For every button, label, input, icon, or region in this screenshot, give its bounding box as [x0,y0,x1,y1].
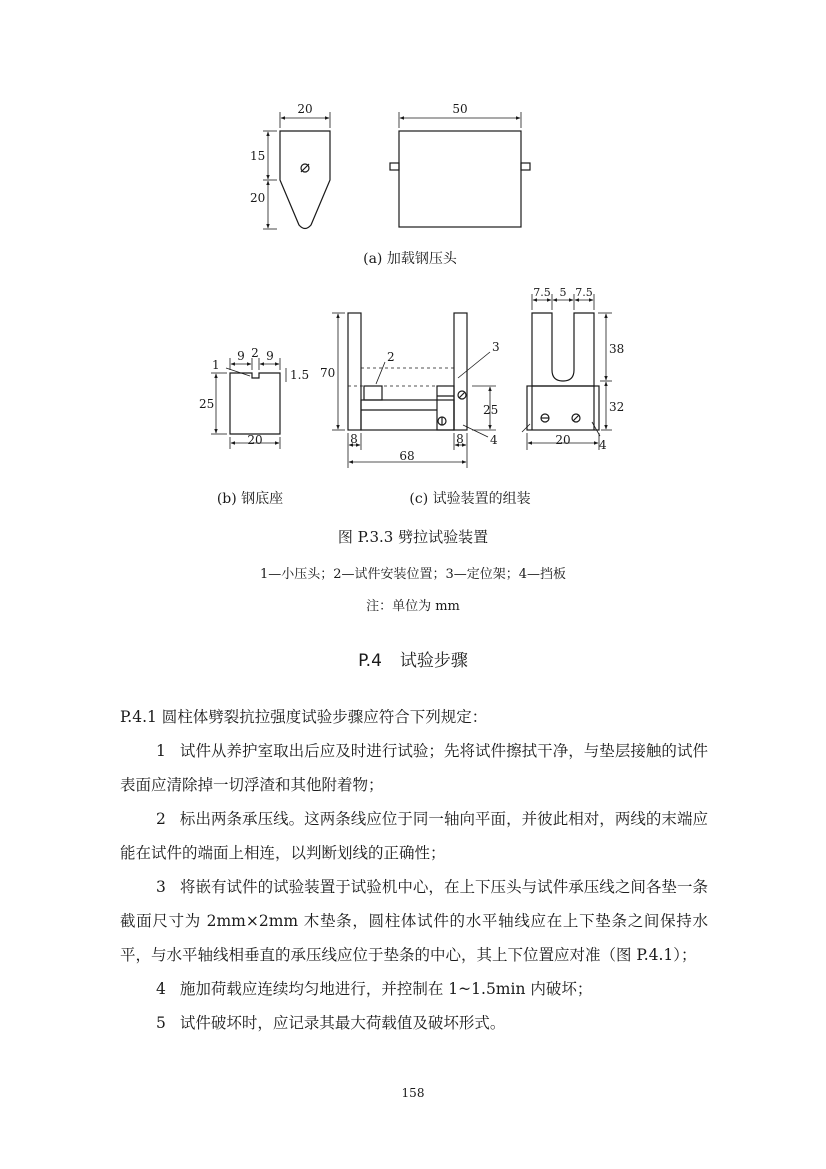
item-text: 施加荷载应连续均匀地进行，并控制在 1~1.5min 内破坏； [179,980,593,998]
dim-top-a: 7.5 [533,286,551,299]
dim-assembly-left: 8 [350,432,358,446]
figure-note: 注：单位为 mm [366,599,460,614]
label-4-side: 4 [599,438,607,452]
dim-base-gap: 2 [251,346,259,360]
caption-panel-a: (a) 加载钢压头 [363,251,457,267]
label-4-front: 4 [490,433,498,447]
label-1: 1 [212,358,220,372]
dim-upper: 38 [609,342,625,356]
dim-assembly-right: 8 [456,432,464,446]
label-3: 3 [492,340,500,354]
assembly-frame-view [348,313,467,430]
section-number: P.4 [358,651,382,671]
dim-lower: 32 [609,400,625,414]
dim-side-width: 20 [555,433,571,447]
dim-base-width: 20 [247,433,263,447]
dim-head-tip: 20 [250,191,266,205]
procedure-item [120,972,708,1006]
item-number: 5 [156,1014,166,1032]
dim-top-b: 5 [559,286,567,299]
label-2: 2 [387,350,395,364]
test-device-figure [0,0,826,520]
dim-assembly-height: 70 [320,366,336,380]
item-number: 1 [156,742,166,760]
dim-plate-width: 50 [452,102,468,116]
item-text: 标出两条承压线。这两条线应位于同一轴向平面，并彼此相对，两线的末端应能在试件的端面上相连，以判断划线的正确性； [120,810,708,862]
caption-panel-c: (c) 试验装置的组装 [409,491,531,507]
dim-head-width: 20 [297,102,313,116]
figure-legend: 1—小压头；2—试件安装位置；3—定位架；4—挡板 [259,567,567,582]
loading-head-dimensions [263,112,330,229]
procedure-item [120,802,708,870]
item-number: 4 [156,980,166,998]
figure-title: 图 P.3.3 劈拉试验装置 [337,528,489,546]
dim-base-left: 9 [237,349,245,363]
assembly-side-view [527,313,599,430]
item-number: 2 [156,810,166,828]
item-text: 试件破坏时，应记录其最大荷载值及破坏形式。 [179,1014,506,1032]
dim-base-groove: 1.5 [290,368,310,382]
item-text: 试件从养护室取出后应及时进行试验；先将试件擦拭干净，与垫层接触的试件表面应清除掉一切浮渣和其他附着物； [120,742,708,794]
procedure-item [120,1006,708,1040]
caption-panel-b: (b) 钢底座 [216,491,284,507]
procedure-list [120,734,708,1040]
clause-p4-1: P.4.1 圆柱体劈裂抗拉强度试验步骤应符合下列规定： [120,708,488,726]
section-title: 试验步骤 [399,651,468,671]
dim-head-top: 15 [250,149,266,163]
dim-top-c: 7.5 [575,286,593,299]
loading-head-side-view [280,131,330,229]
dim-base-right: 9 [266,349,274,363]
item-number: 3 [156,878,166,896]
steel-base-view [230,373,280,434]
dim-assembly-plate: 25 [483,403,499,417]
dim-base-height: 25 [199,397,215,411]
procedure-item [120,870,708,972]
dim-assembly-total: 68 [399,449,415,463]
loading-plate-front-view [390,131,530,227]
item-text: 将嵌有试件的试验装置于试验机中心，在上下压头与试件承压线之间各垫一条截面尺寸为 2mm×2mm 木垫条，圆柱体试件的水平轴线应在上下垫条之间保持水平，与水平轴线相垂直的承压线应位于垫条的中心，其上下位置应对准（图 P.4.1）； [120,878,708,964]
page-number: 158 [401,1086,425,1100]
section-heading [0,646,826,671]
procedure-item [120,734,708,802]
